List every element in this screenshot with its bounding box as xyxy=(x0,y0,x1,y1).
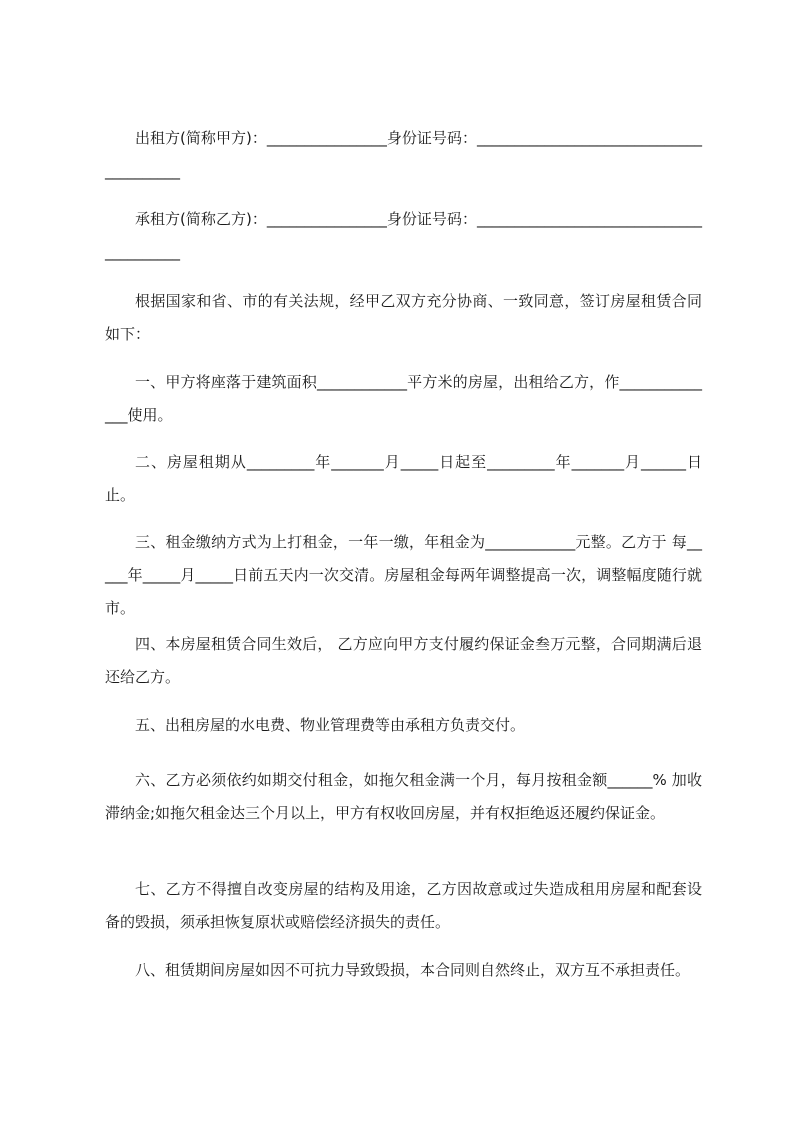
clause-5: 五、出租房屋的水电费、物业管理费等由承租方负责交付。 xyxy=(135,716,526,734)
clause-3: 三、租金缴纳方式为上打租金，一年一缴，年租金为____________元整。乙方于 每_____年_____月_____日前五天内一次交清。房屋租金每两年调整提高一次，调整幅度随行就市。 xyxy=(105,533,702,617)
clause-2: 二、房屋租期从_________年_______月_____日起至_________年_______月______日止。 xyxy=(105,453,702,504)
lessee-line: 承租方(简称乙方)：________________身份证号码：________________________________________ xyxy=(105,210,702,261)
clause-1: 一、甲方将座落于建筑面积____________平方米的房屋，出租给乙方，作______________使用。 xyxy=(105,373,702,424)
clause-4: 四、本房屋租赁合同生效后， 乙方应向甲方支付履约保证金叁万元整，合同期满后退还给乙方。 xyxy=(105,635,702,686)
clause-8: 八、租赁期间房屋如因不可抗力导致毁损，本合同则自然终止，双方互不承担责任。 xyxy=(135,961,691,979)
preamble-paragraph: 根据国家和省、市的有关法规，经甲乙双方充分协商、一致同意，签订房屋租赁合同如下： xyxy=(105,292,702,343)
clause-6: 六、乙方必须依约如期交付租金，如拖欠租金满一个月，每月按租金额______% 加收滞纳金;如拖欠租金达三个月以上，甲方有权收回房屋，并有权拒绝返还履约保证金。 xyxy=(105,771,702,822)
clause-7: 七、乙方不得擅自改变房屋的结构及用途，乙方因故意或过失造成租用房屋和配套设备的毁损，须承担恢复原状或赔偿经济损失的责任。 xyxy=(105,880,702,931)
lessor-line: 出租方(简称甲方)：________________身份证号码：________________________________________ xyxy=(105,129,702,180)
